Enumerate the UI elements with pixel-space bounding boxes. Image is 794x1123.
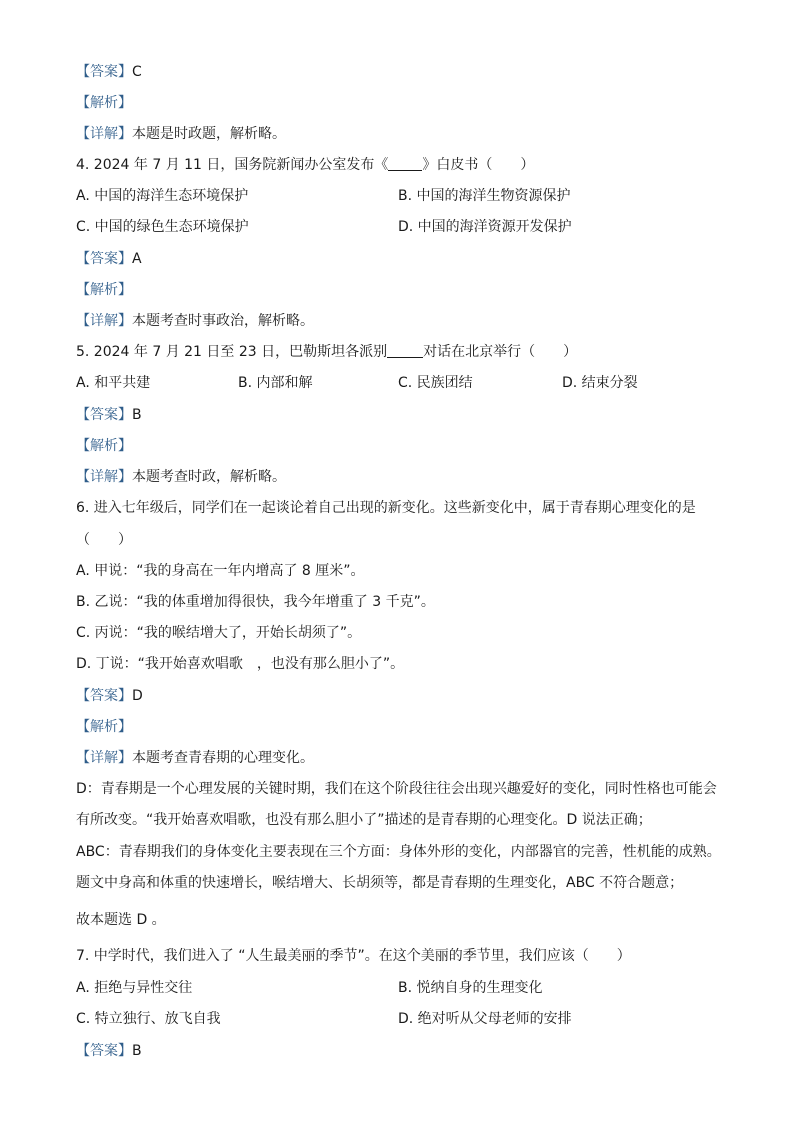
- q6-option-c: C. 丙说：“我的喉结增大了，开始长胡须了”。: [76, 625, 362, 641]
- question-5-stem: 5. 2024 年 7 月 21 日至 23 日，巴勒斯坦各派别 对话在北京举行（ ）: [76, 344, 578, 360]
- q6-explain-abc: ABC：青春期我们的身体变化主要表现在三个方面：身体外形的变化，内部器官的完善，性机能的成熟。题文中身高和体重的快速增长，喉结增大、长胡须等，都是青春期的生理变化，ABC 不符合题意；: [76, 844, 721, 891]
- q4-option-a: A. 中国的海洋生态环境保护: [76, 188, 249, 204]
- question-4-stem: 4. 2024 年 7 月 11 日，国务院新闻办公室发布《 》白皮书（ ）: [76, 157, 535, 173]
- question-6-stem-tail: （ ）: [76, 532, 132, 548]
- q7-option-b: B. 悦纳自身的生理变化: [398, 980, 543, 996]
- analysis-tag: 【解析】: [76, 95, 132, 111]
- q5-answer-line: 【答案】B: [76, 407, 142, 423]
- q6-explain-d: D：青春期是一个心理发展的关键时期，我们在这个阶段往往会出现兴趣爱好的变化，同时性格也可能会有所改变。“我开始喜欢唱歌，也没有那么胆小了”描述的是青春期的心理变化。D 说法正确；: [76, 781, 717, 828]
- q6-option-a: A. 甲说：“我的身高在一年内增高了 8 厘米”。: [76, 563, 365, 579]
- q7-option-d: D. 绝对听从父母老师的安排: [398, 1011, 572, 1027]
- q5-option-a: A. 和平共建: [76, 375, 151, 391]
- q7-answer-line: 【答案】B: [76, 1043, 142, 1059]
- fill-blank: [388, 156, 422, 171]
- q5-analysis-line: 【解析】: [76, 438, 132, 454]
- detail-line: [76, 124, 286, 144]
- q6-option-d: D. 丁说：“我开始喜欢唱歌 ，也没有那么胆小了”。: [76, 656, 405, 672]
- q7-option-c: C. 特立独行、放飞自我: [76, 1011, 221, 1027]
- q5-detail-line: 【详解】本题考查时政，解析略。: [76, 469, 286, 485]
- fill-blank: [387, 343, 423, 358]
- q4-answer-line: 【答案】A: [76, 251, 142, 267]
- q4-option-b: B. 中国的海洋生物资源保护: [398, 188, 571, 204]
- question-6-stem: 6. 进入七年级后，同学们在一起谈论着自己出现的新变化。这些新变化中，属于青春期心理变化的是: [76, 500, 696, 516]
- question-7-stem: 7. 中学时代，我们进入了 “人生最美丽的季节”。在这个美丽的季节里，我们应该（ ）: [76, 948, 631, 964]
- q4-detail-line: 【详解】本题考查时事政治，解析略。: [76, 313, 314, 329]
- answer-value: C: [132, 64, 142, 80]
- q4-option-c: C. 中国的绿色生态环境保护: [76, 219, 249, 235]
- answer-line: [76, 62, 142, 82]
- q7-option-a: A. 拒绝与异性交往: [76, 980, 193, 996]
- q5-option-d: D. 结束分裂: [562, 375, 638, 391]
- answer-tag: 【答案】: [76, 64, 132, 80]
- q6-answer-line: 【答案】D: [76, 688, 143, 704]
- q6-detail-line: 【详解】本题考查青春期的心理变化。: [76, 750, 314, 766]
- q4-analysis-line: 【解析】: [76, 282, 132, 298]
- q6-analysis-line: 【解析】: [76, 719, 132, 735]
- q5-option-c: C. 民族团结: [398, 375, 473, 391]
- analysis-line: [76, 93, 132, 113]
- q5-option-b: B. 内部和解: [238, 375, 313, 391]
- detail-text: 本题是时政题，解析略。: [132, 126, 286, 142]
- q6-option-b: B. 乙说：“我的体重增加得很快，我今年增重了 3 千克”。: [76, 594, 435, 610]
- q4-option-d: D. 中国的海洋资源开发保护: [398, 219, 572, 235]
- detail-tag: 【详解】: [76, 126, 132, 142]
- q6-conclusion: 故本题选 D 。: [76, 912, 166, 928]
